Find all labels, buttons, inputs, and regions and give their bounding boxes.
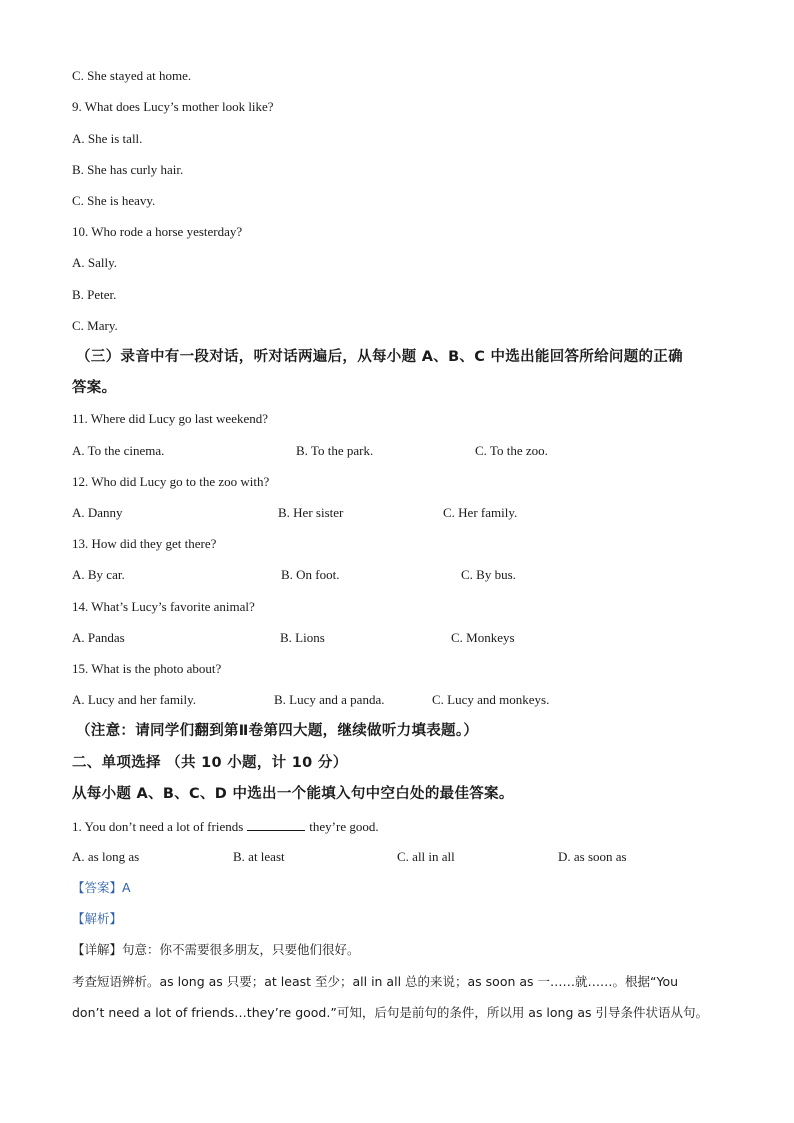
question-13: 13. How did they get there? xyxy=(72,536,217,551)
q10-option-b: B. Peter. xyxy=(72,287,117,302)
part2-question-1 xyxy=(72,818,379,835)
question-text-after-blank: they’re good. xyxy=(309,819,379,834)
q15-options xyxy=(72,692,722,708)
q11-option-a: A. To the cinema. xyxy=(72,443,165,458)
detail-text: 【详解】句意：你不需要很多朋友，只要他们很好。 xyxy=(72,942,360,957)
q10-option-a: A. Sally. xyxy=(72,255,118,270)
explanation-line-1: 考查短语辨析。as long as 只要；at least 至少；all in all 总的来说；as soon as 一……就……。根据“You xyxy=(72,974,679,989)
q13-option-c: C. By bus. xyxy=(461,567,516,582)
q11-option-c: C. To the zoo. xyxy=(475,443,548,458)
q13-option-b: B. On foot. xyxy=(281,567,340,582)
question-text-before-blank: 1. You don’t need a lot of friends xyxy=(72,819,244,834)
question-9: 9. What does Lucy’s mother look like? xyxy=(72,99,274,114)
q14-options xyxy=(72,630,722,646)
analysis-label: 【解析】 xyxy=(72,911,123,926)
q13-option-a: A. By car. xyxy=(72,567,125,582)
q14-option-a: A. Pandas xyxy=(72,630,125,645)
question-12: 12. Who did Lucy go to the zoo with? xyxy=(72,474,270,489)
q11-options xyxy=(72,443,722,459)
part-2-title: 二、单项选择 （共 10 小题，计 10 分） xyxy=(72,755,348,771)
explanation-line-2: don’t need a lot of friends…they’re good.”可知，后句是前句的条件，所以用 as long as 引导条件状语从句。 xyxy=(72,1005,709,1020)
p2q1-option-c: C. all in all xyxy=(397,849,455,864)
q14-option-b: B. Lions xyxy=(280,630,325,645)
part-2-instructions: 从每小题 A、B、C、D 中选出一个能填入句中空白处的最佳答案。 xyxy=(72,786,514,802)
p2q1-option-d: D. as soon as xyxy=(558,849,627,864)
q11-option-b: B. To the park. xyxy=(296,443,374,458)
q10-option-c: C. Mary. xyxy=(72,318,118,333)
q12-option-b: B. Her sister xyxy=(278,505,344,520)
q15-option-c: C. Lucy and monkeys. xyxy=(432,692,550,707)
note-text: （注意：请同学们翻到第Ⅱ卷第四大题，继续做听力填表题。） xyxy=(76,723,479,739)
answer-blank xyxy=(247,818,305,831)
q12-option-a: A. Danny xyxy=(72,505,123,520)
q9-option-a: A. She is tall. xyxy=(72,131,143,146)
q8-option-c: C. She stayed at home. xyxy=(72,68,192,83)
p2q1-option-a: A. as long as xyxy=(72,849,140,864)
q15-option-a: A. Lucy and her family. xyxy=(72,692,197,707)
question-15: 15. What is the photo about? xyxy=(72,661,222,676)
question-10: 10. Who rode a horse yesterday? xyxy=(72,224,243,239)
section-3-heading: （三）录音中有一段对话，听对话两遍后，从每小题 A、B、C 中选出能回答所给问题的正确 xyxy=(76,349,683,365)
q14-option-c: C. Monkeys xyxy=(451,630,515,645)
question-14: 14. What’s Lucy’s favorite animal? xyxy=(72,599,255,614)
q9-option-b: B. She has curly hair. xyxy=(72,162,184,177)
q15-option-b: B. Lucy and a panda. xyxy=(274,692,385,707)
p2q1-option-b: B. at least xyxy=(233,849,285,864)
section-3-heading-cont: 答案。 xyxy=(72,380,117,396)
part2-q1-options xyxy=(72,849,722,865)
q12-option-c: C. Her family. xyxy=(443,505,518,520)
answer-label: 【答案】A xyxy=(72,880,131,895)
q9-option-c: C. She is heavy. xyxy=(72,193,156,208)
q13-options xyxy=(72,567,722,583)
question-11: 11. Where did Lucy go last weekend? xyxy=(72,411,269,426)
q12-options xyxy=(72,505,722,521)
